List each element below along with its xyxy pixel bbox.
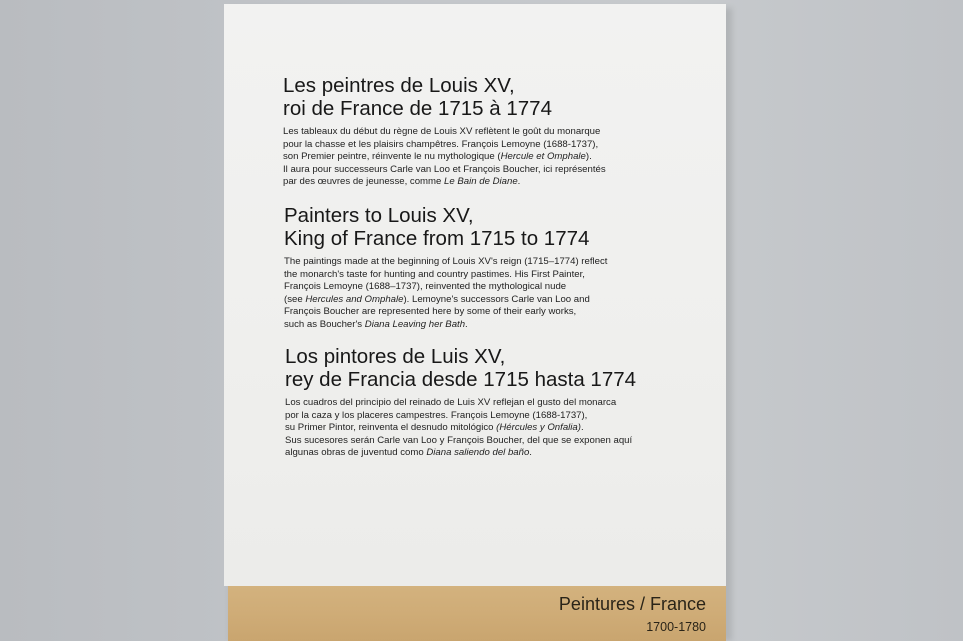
text-run: François Boucher are represented here by some of their early works, [284, 306, 577, 318]
body-line [284, 319, 607, 332]
museum-label-panel [224, 4, 726, 586]
body-line [284, 306, 607, 319]
body-line [283, 139, 606, 152]
department-name: Peintures / France [558, 594, 706, 614]
text-run: François Lemoyne (1688–1737), reinvented the mythological nude [284, 281, 567, 293]
section-body [283, 126, 606, 189]
body-line [283, 151, 606, 164]
text-run: son Premier peintre, réinvente le nu mythologique ( [283, 151, 501, 163]
text-run: . [517, 176, 521, 188]
body-line [285, 422, 636, 435]
body-line [284, 269, 607, 282]
artwork-title: Hercules and Omphale [305, 293, 404, 305]
text-run: (see [284, 293, 306, 305]
text-run: por la caza y los placeres campestres. François Lemoyne (1688-1737), [285, 409, 588, 421]
text-run: ). Lemoyne's successors Carle van Loo and [403, 293, 590, 305]
title-line: rey de Francia desde 1715 hasta 1774 [285, 368, 637, 391]
body-line [285, 410, 636, 423]
section-spanish [285, 345, 636, 460]
text-run: par des œuvres de jeunesse, comme [283, 176, 445, 188]
text-run: Les tableaux du début du règne de Louis XV reflètent le goût du monarque [283, 126, 601, 137]
title-line: King of France from 1715 to 1774 [284, 227, 590, 250]
artwork-title: Hercule et Omphale [500, 151, 586, 163]
artwork-title: Diana saliendo del baño [426, 447, 530, 459]
text-run: . [529, 447, 532, 459]
text-run: Sus sucesores serán Carle van Loo y François Boucher, del que se exponen aquí [285, 434, 633, 446]
text-run: . [580, 422, 584, 434]
text-run: The paintings made at the beginning of Louis XV's reign (1715–1774) reflect [284, 256, 608, 267]
body-line [285, 447, 636, 460]
section-body [285, 397, 636, 460]
body-line [283, 164, 606, 177]
text-run: algunas obras de juventud como [285, 447, 427, 459]
artwork-title: Diana Leaving her Bath [364, 318, 466, 330]
section-title [283, 74, 606, 120]
department-band [228, 586, 726, 641]
body-line [283, 176, 606, 189]
section-title [284, 204, 607, 250]
text-run: su Primer Pintor, reinventa el desnudo mitológico [285, 422, 497, 434]
date-range: 1700-1780 [646, 620, 706, 634]
text-run: Il aura pour successeurs Carle van Loo et François Boucher, ici représentés [283, 163, 606, 175]
text-run: such as Boucher's [284, 318, 365, 330]
artwork-title: (Hércules y Onfalia) [496, 422, 581, 434]
section-english [284, 204, 607, 332]
body-line [284, 281, 607, 294]
section-title [285, 345, 636, 391]
text-run: the monarch's taste for hunting and country pastimes. His First Painter, [284, 268, 585, 280]
section-body [284, 256, 607, 332]
artwork-title: Le Bain de Diane [444, 176, 518, 188]
text-run: Los cuadros del principio del reinado de Luis XV reflejan el gusto del monarca [285, 397, 617, 408]
body-line [284, 256, 607, 269]
section-french [283, 74, 606, 189]
title-line: Les peintres de Louis XV, [283, 74, 515, 97]
text-run: pour la chasse et les plaisirs champêtres. François Lemoyne (1688-1737), [283, 138, 599, 150]
body-line [283, 126, 606, 139]
text-run: ). [585, 151, 592, 163]
body-line [285, 397, 636, 410]
body-line [284, 294, 607, 307]
text-run: . [465, 318, 468, 330]
title-line: Los pintores de Luis XV, [285, 345, 506, 368]
title-line: Painters to Louis XV, [284, 204, 474, 227]
body-line [285, 435, 636, 448]
title-line: roi de France de 1715 à 1774 [283, 97, 552, 120]
